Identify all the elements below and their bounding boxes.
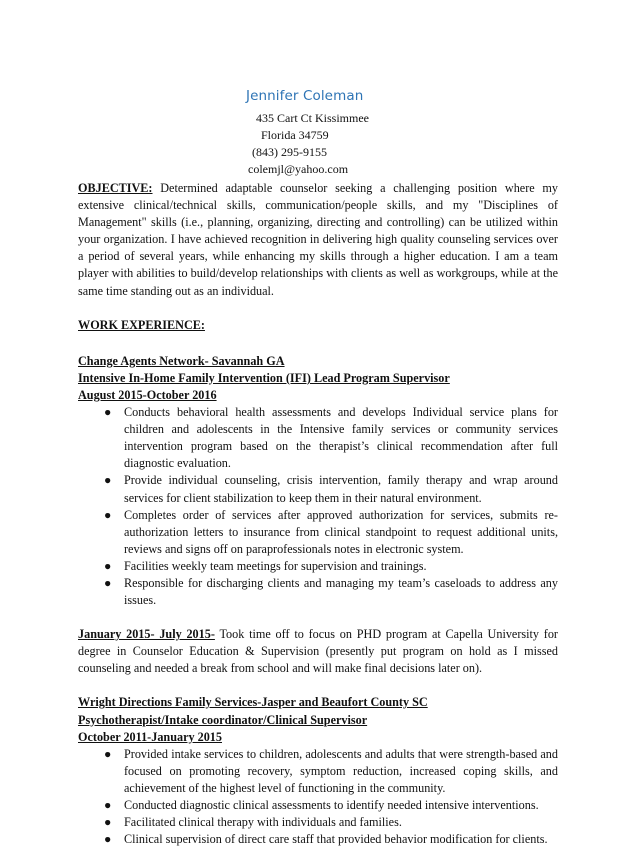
job1-title: Intensive In-Home Family Intervention (IFI) Lead Program Supervisor — [78, 370, 450, 385]
career-gap-text: Took time off to focus on PHD program at Capella University for degree in Counselor Education & Supervision (presently put program on hold as I missed counseling and needed a break from school and will make final decisions later on). — [78, 627, 558, 676]
address-line-1: 435 Cart Ct Kissimmee — [256, 111, 369, 125]
list-item: ● Clinical supervision of direct care staff that provided behavior modification for clients. — [78, 831, 558, 848]
work-experience-section — [78, 317, 558, 334]
bullet-icon: ● — [104, 746, 112, 761]
objective-text: Determined adaptable counselor seeking a challenging position where my extensive clinical/technical skills, communication/people skills, and my "Disciplines of Management" skills (i.e., planning, organizing, directing and controlling) can be utilized within your organization. I have achieved recognition in delivering high quality counseling services over a period of several years, while enhancing my skills through a higher education. I am a team player with abilities to build/develop relationships with clients as well as workgroups, while at the same time standing out as an individual. — [78, 181, 558, 298]
address-line-2: Florida 34759 — [261, 128, 329, 142]
bullet-icon: ● — [104, 405, 112, 420]
email-address: colemjl@yahoo.com — [248, 162, 349, 176]
career-gap-dates: January 2015- July 2015- — [78, 627, 215, 642]
list-item: ● Facilities weekly team meetings for supervision and trainings. — [78, 558, 558, 575]
bullet-icon: ● — [104, 815, 112, 830]
list-item: ● Provide individual counseling, crisis intervention, family therapy and wrap around services for client stabilization to keep them in their natural environment. — [104, 473, 558, 505]
candidate-name: Jennifer Coleman — [246, 88, 364, 104]
objective-heading: OBJECTIVE: — [78, 181, 153, 195]
list-item: ● Completes order of services after approved authorization for services, submits re-authorization letters to insurance from clinical standpoint to request additional units, reviews and signs off on paraprofessionals notes in electronic system. — [104, 507, 558, 556]
job1-duties-list — [78, 404, 558, 609]
job1-dates: August 2015-October 2016 — [78, 387, 217, 402]
list-item: ● Provided intake services to children, adolescents and adults that were strength-based and focused on promoting recovery, symptom reduction, increased coping skills, and achievement of the highest level of functioning in the community. — [104, 746, 558, 795]
job1-employer: Change Agents Network- Savannah GA — [78, 353, 285, 368]
bullet-icon: ● — [104, 507, 112, 522]
objective-section — [78, 180, 558, 300]
list-item: ● Conducts behavioral health assessments and develops Individual service plans for children and adolescents in the Intensive family services or community services intervention program based on the therapist’s clinical recommendation after full diagnostic evaluation. — [104, 405, 558, 471]
job2-employer: Wright Directions Family Services-Jasper and Beaufort County SC — [78, 695, 428, 710]
job2-duties-list — [78, 746, 558, 848]
bullet-icon: ● — [104, 575, 112, 590]
work-experience-heading: WORK EXPERIENCE: — [78, 317, 205, 332]
bullet-icon: ● — [104, 558, 112, 573]
list-item: ● Responsible for discharging clients and managing my team’s caseloads to address any issues. — [104, 575, 558, 608]
bullet-icon: ● — [104, 473, 112, 488]
job2-title: Psychotherapist/Intake coordinator/Clinical Supervisor — [78, 712, 368, 727]
bullet-icon: ● — [104, 832, 112, 847]
bullet-icon: ● — [104, 798, 112, 812]
career-gap-section — [78, 626, 558, 677]
resume-body — [78, 180, 558, 848]
list-item: ● Facilitated clinical therapy with individuals and families. — [78, 814, 558, 831]
list-item: ● Conducted diagnostic clinical assessments to identify needed intensive interventions. — [78, 797, 558, 814]
phone-number: (843) 295-9155 — [252, 145, 327, 159]
job2-dates: October 2011-January 2015 — [78, 729, 222, 744]
